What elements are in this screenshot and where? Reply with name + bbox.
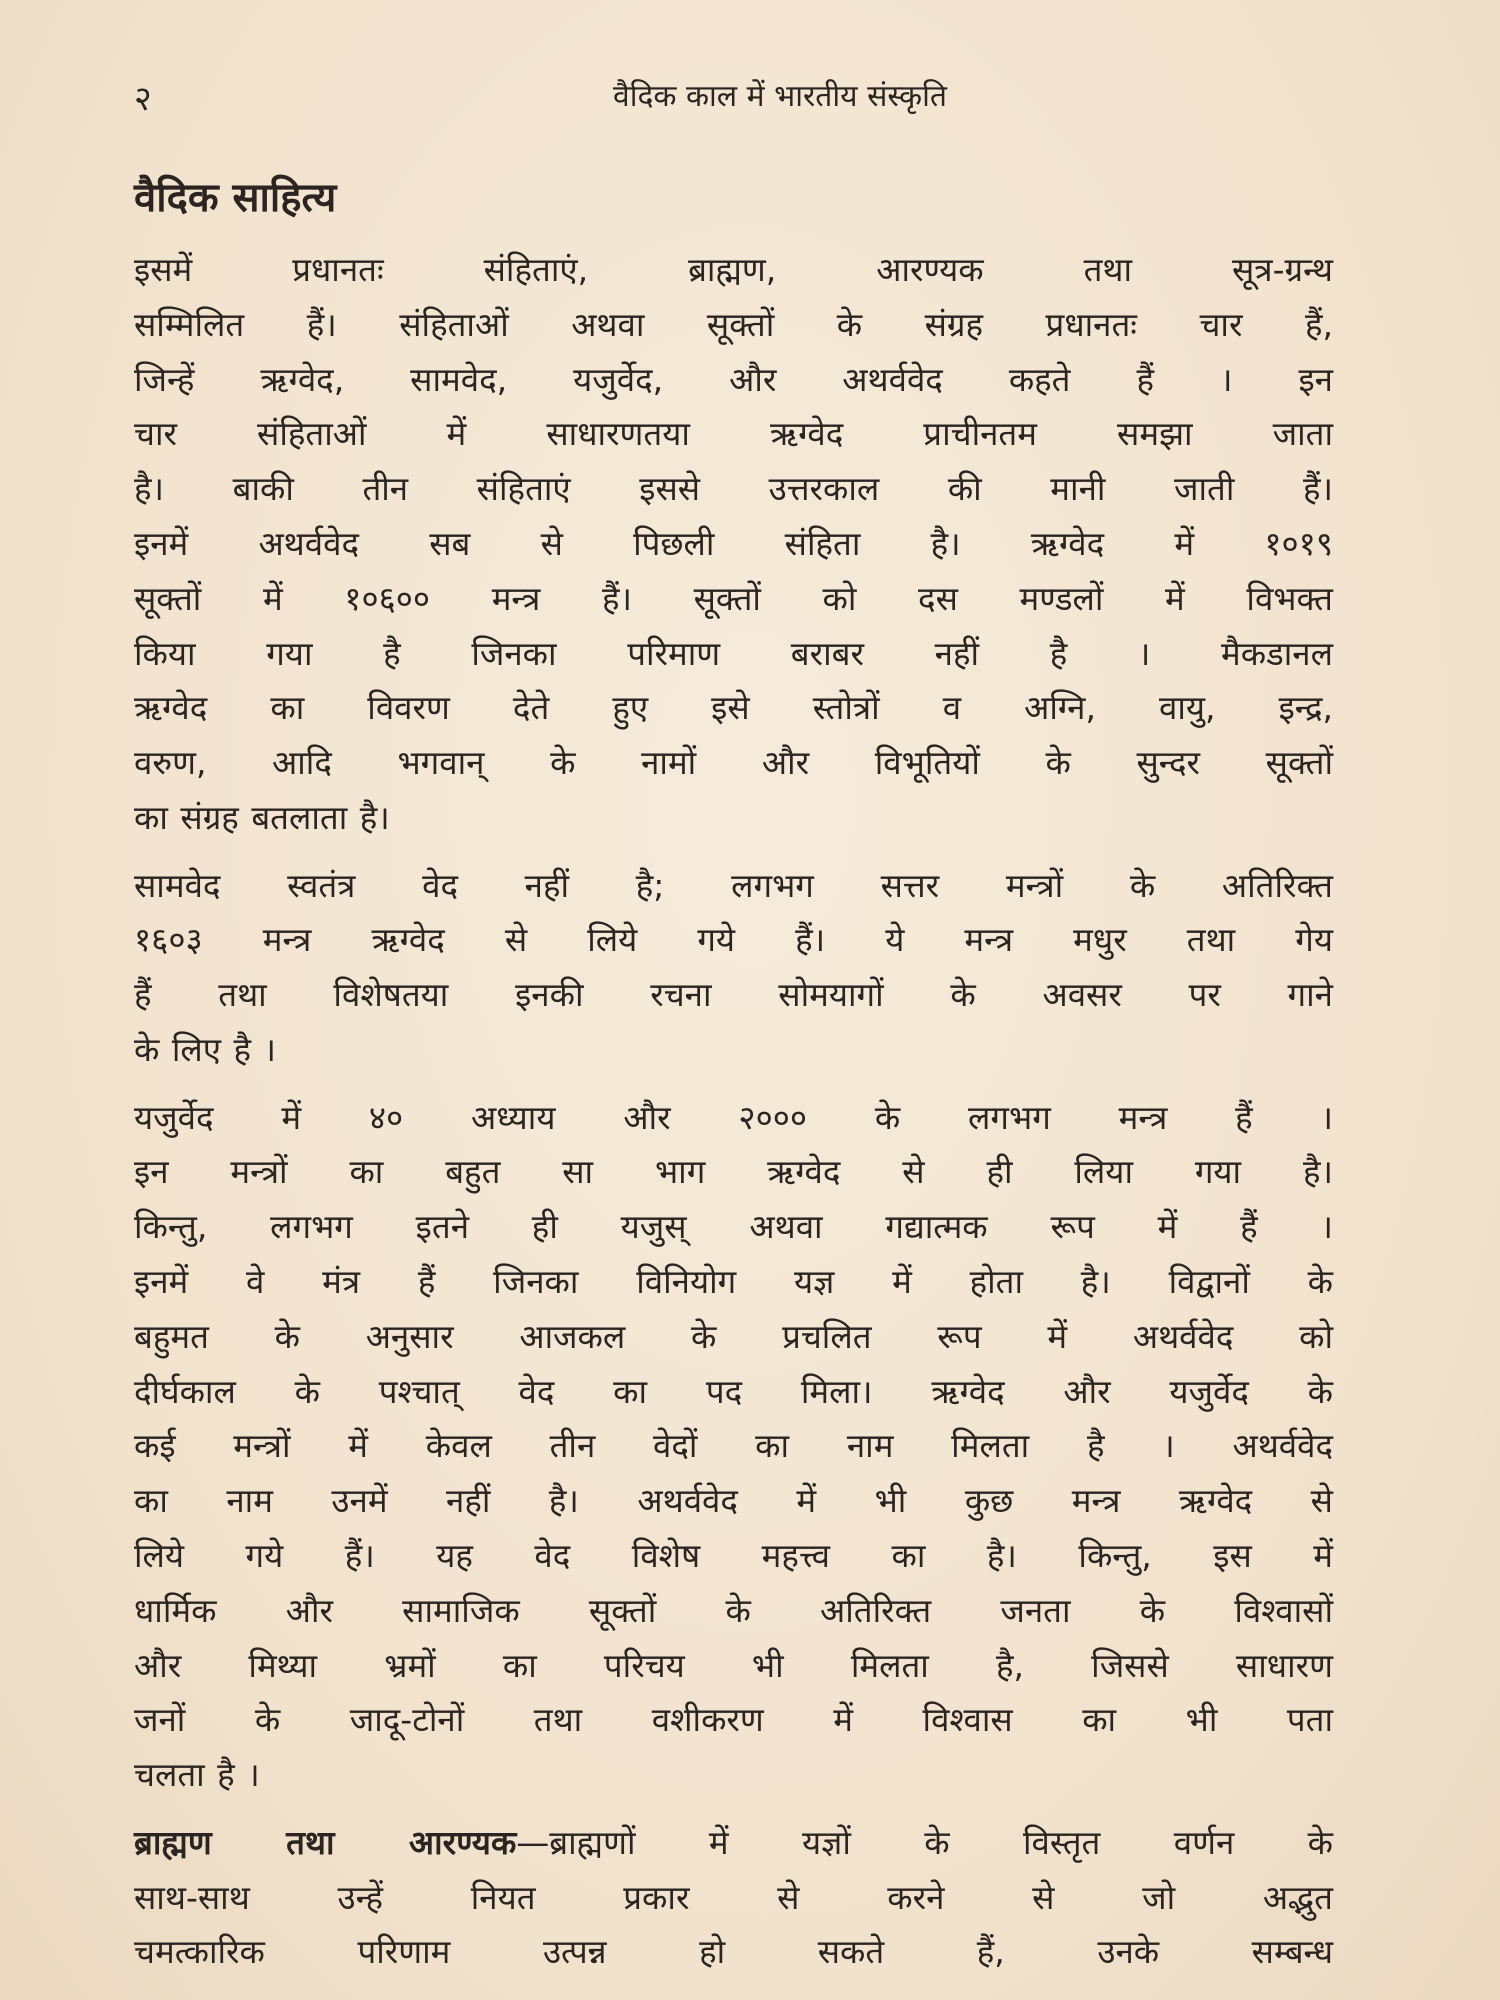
text-line	[134, 1748, 1333, 1802]
line-text: किया गया है जिनका परिमाण बराबर नहीं है । मैकडानल	[134, 633, 1333, 673]
line-text: १६०३ मन्त्र ऋग्वेद से लिये गये हैं। ये मन्त्र मधुर तथा गेय	[134, 920, 1333, 960]
run-in-heading: ब्राह्मण तथा आरण्यक	[134, 1822, 517, 1862]
line-text: धार्मिक और सामाजिक सूक्तों के अतिरिक्त जनता के विश्वासों	[134, 1590, 1333, 1630]
line-text: और मिथ्या भ्रमों का परिचय भी मिलता है, जिससे साधारण	[134, 1645, 1333, 1685]
line-text: का नाम उनमें नहीं है। अथर्ववेद में भी कुछ मन्त्र ऋग्वेद से	[134, 1481, 1333, 1521]
line-text: चलता है ।	[134, 1755, 260, 1795]
text-line	[134, 353, 1333, 407]
line-text: इसमें प्रधानतः संहिताएं, ब्राह्मण, आरण्यक तथा सूत्र-ग्रन्थ	[134, 250, 1333, 289]
line-text: यजुर्वेद में ४० अध्याय और २००० के लगभग मन्त्र हैं ।	[134, 1097, 1333, 1137]
line-text: जिन्हें ऋग्वेद, सामवेद, यजुर्वेद, और अथर्ववेद कहते हैं । इन	[134, 359, 1333, 399]
line-text: इनमें अथर्ववेद सब से पिछली संहिता है। ऋग्वेद में १०१९	[134, 524, 1333, 563]
text-line	[134, 407, 1333, 461]
line-text: का संग्रह बतलाता है।	[134, 798, 390, 837]
text-line	[134, 1925, 1333, 1979]
line-text: बहुमत के अनुसार आजकल के प्रचलित रूप में अथर्ववेद को	[134, 1316, 1333, 1356]
line-text: ऋग्वेद का विवरण देते हुए इसे स्तोत्रों व अग्नि, वायु, इन्द्र,	[134, 688, 1333, 728]
line-text: इन मन्त्रों का बहुत सा भाग ऋग्वेद से ही लिया गया है।	[134, 1152, 1333, 1192]
line-text: इनमें वे मंत्र हैं जिनका विनियोग यज्ञ में होता है। विद्वानों के	[134, 1262, 1333, 1301]
line-text: —ब्राह्मणों में यज्ञों के विस्तृत वर्णन के	[516, 1822, 1333, 1862]
text-line	[134, 1419, 1333, 1473]
line-text: सामवेद स्वतंत्र वेद नहीं है; लगभग सत्तर मन्त्रों के अतिरिक्त	[134, 865, 1333, 905]
line-text: साथ-साथ उन्हें नियत प्रकार से करने से जो अद्भुत	[134, 1877, 1333, 1917]
text-line	[134, 517, 1333, 571]
text-line	[134, 627, 1333, 681]
text-line	[134, 1255, 1333, 1309]
line-text: चमत्कारिक परिणाम उत्पन्न हो सकते हैं, उनके सम्बन्ध	[134, 1932, 1333, 1972]
text-line	[134, 1474, 1333, 1528]
line-text: सूक्तों में १०६०० मन्त्र हैं। सूक्तों को दस मण्डलों में विभक्त	[134, 578, 1333, 618]
line-text: के लिए है ।	[134, 1030, 277, 1069]
text-line	[134, 1023, 1333, 1077]
text-line	[134, 1091, 1333, 1145]
text-line	[134, 1871, 1333, 1925]
text-line	[134, 572, 1333, 626]
text-line	[134, 1639, 1333, 1693]
text-line	[134, 243, 1333, 297]
text-line	[134, 1693, 1333, 1747]
text-line	[134, 298, 1333, 352]
page-number: २	[134, 79, 152, 119]
text-line	[134, 1584, 1333, 1638]
text-line	[134, 1310, 1333, 1364]
line-text: सम्मिलित हैं। संहिताओं अथवा सूक्तों के संग्रह प्रधानतः चार हैं,	[134, 304, 1333, 344]
line-text: कई मन्त्रों में केवल तीन वेदों का नाम मिलता है । अथर्ववेद	[134, 1426, 1333, 1466]
text-line	[134, 1529, 1333, 1583]
section-heading: वैदिक साहित्य	[134, 175, 337, 221]
text-line	[134, 681, 1333, 735]
text-line	[134, 1365, 1333, 1419]
text-line	[134, 1145, 1333, 1199]
line-text: दीर्घकाल के पश्चात् वेद का पद मिला। ऋग्वेद और यजुर्वेद के	[134, 1371, 1333, 1411]
line-text: चार संहिताओं में साधारणतया ऋग्वेद प्राचीनतम समझा जाता	[134, 414, 1333, 454]
line-text: किन्तु, लगभग इतने ही यजुस् अथवा गद्यात्मक रूप में हैं ।	[134, 1207, 1333, 1247]
line-text: है। बाकी तीन संहिताएं इससे उत्तरकाल की मानी जाती हैं।	[134, 469, 1333, 509]
text-line	[134, 1200, 1333, 1254]
text-line	[134, 1816, 1333, 1870]
text-line	[134, 736, 1333, 790]
line-text: जनों के जादू-टोनों तथा वशीकरण में विश्वास का भी पता	[134, 1700, 1333, 1740]
text-line	[134, 913, 1333, 967]
text-line	[134, 859, 1333, 913]
text-line	[134, 791, 1333, 845]
text-line	[134, 968, 1333, 1022]
line-text: लिये गये हैं। यह वेद विशेष महत्त्व का है। किन्तु, इस में	[134, 1536, 1333, 1575]
running-title: वैदिक काल में भारतीय संस्कृति	[613, 79, 947, 114]
text-line	[134, 462, 1333, 516]
line-text: वरुण, आदि भगवान् के नामों और विभूतियों के सुन्दर सूक्तों	[134, 743, 1333, 783]
line-text: हैं तथा विशेषतया इनकी रचना सोमयागों के अवसर पर गाने	[134, 975, 1333, 1015]
